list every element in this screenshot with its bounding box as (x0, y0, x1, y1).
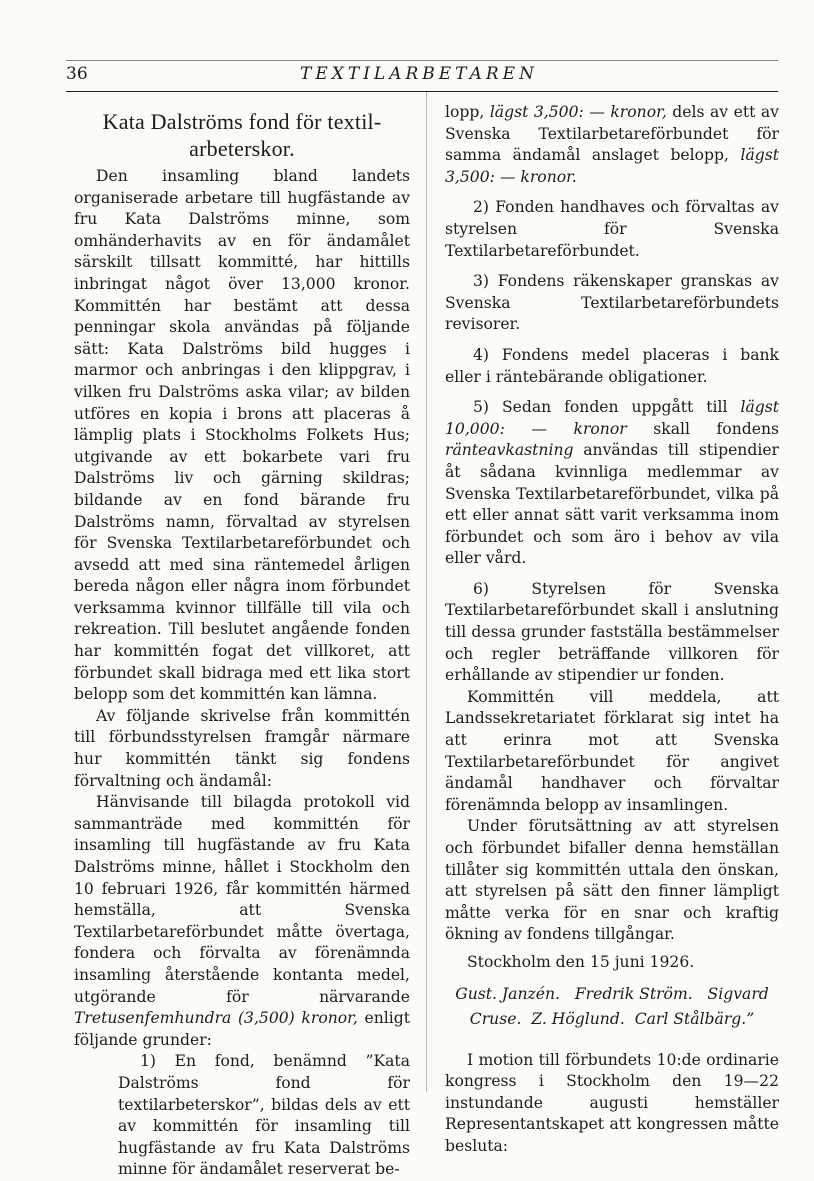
paragraph-under: Under förutsättning av att styrelsen och förbundet bifaller denna hemställan tillåter sig kommittén uttala den önskan, att styrelsen på sätt den finner lämpligt måtte verka för en snar och kraftig ökning av fondens tillgångar. (445, 817, 779, 944)
list-item-5: 5) Sedan fonden uppgått till lägst 10,000: — kronor skall fondens ränteavkastning användas till stipendier åt sådana kvinnliga medlemmar av Svenska Textilarbetareförbundet, vilka på ett eller annat sätt varit verksamma inom förbundet och som äro i behov av vila eller vård. (445, 398, 779, 568)
paragraph-kommitten: Kommittén vill meddela, att Landssekretariatet förklarat sig intet ha att erinra mot att Svenska Textilarbetareförbundet för angivet ändamål handhaver och förvaltar förenämnda belopp av insamlingen. (445, 687, 779, 814)
running-header: TEXTILARBETAREN (300, 64, 538, 84)
list-item-6: 6) Styrelsen för Svenska Textilarbetareförbundet skall i anslutning till dessa grunder fastställa bestämmelser och regler beträffande villkoren för erhållande av stipendier ur fonden. (445, 579, 779, 685)
header-rule-top (66, 60, 778, 61)
article-title: Kata Dalströms fond för textil- arbeterskor. (102, 109, 382, 161)
letter-start: Hänvisande till bilagda protokoll vid sammanträde med kommittén för insamling till hugfästande av fru Kata Dalströms minne, hållet i Stockholm den 10 februari 1926, får kommittén härmed hemställa, att Svenska Textilarbetareförbundet måtte övertaga, fondera och förvalta av förenämnda insamling återstående kontanta medel, utgörande för närvarande (74, 793, 410, 1006)
header-rule-bottom (66, 91, 778, 92)
list-item-1: 1) En fond, benämnd ”Kata Dalströms fond för textilarbeterskor”, bildas dels av ett av kommittén för insamling till hugfästande av fru Kata Dalströms minne för ändamålet reserverat be- (118, 1052, 410, 1179)
letter-end: enligt följande grunder: (74, 1009, 410, 1049)
paragraph-motion: I motion till förbundets 10:de ordinarie kongress i Stockholm den 19—22 instundande augusti hemställer Representantskapet att kongressen måtte besluta: (445, 1050, 779, 1155)
column-divider (426, 92, 427, 1092)
paragraph-letter (74, 792, 410, 1051)
dateline: Stockholm den 15 juni 1926. (467, 952, 695, 971)
list-item-1-continued: lopp, lägst 3,500: — kronor, dels av ett av Svenska Textilarbetareförbundet för samma ändamål anslaget belopp, lägst 3,500: — kronor. (445, 103, 779, 186)
signatures (445, 982, 779, 1032)
list-item-3: 3) Fondens räkenskaper granskas av Svenska Textilarbetareförbundets revisorer. (445, 272, 779, 334)
page-number: 36 (66, 64, 88, 84)
paragraph-intro: Den insamling bland landets organiserade arbetare till hugfästande av fru Kata Dalströms minne, som omhänderhavits av en för ändamålet särskilt tillsatt kommitté, har hittills inbringat något över 13,000 kronor. Kommittén har bestämt att dessa penningar skola användas på följande sätt: Kata Dalströms bild hugges i marmor och anbringas i den klippgrav, i vilken fru Dalströms aska vilar; av bilden utföres en kopia i brons att placeras å lämplig plats i Stockholms Folkets Hus; utgivande av ett bokarbete vari fru Dalströms liv och gärning skildras; bildande av en fond bärande fru Dalströms namn, förvaltad av styrelsen för Svenska Textilarbetareförbundet och avsedd att med sina räntemedel årligen bereda någon eller några inom förbundet verksamma kvinnor tillfälle till vila och rekreation. Till beslutet angående fonden har kommittén fogat det villkoret, att förbundet skall bidraga med ett lika stort belopp som det kommittén kan lämna. (74, 167, 410, 704)
list-item-2: 2) Fonden handhaves och förvaltas av styrelsen för Svenska Textilarbetareförbundet. (445, 198, 779, 260)
amount-text: Tretusenfemhundra (3,500) kronor, (74, 1009, 358, 1028)
paragraph-letter-intro: Av följande skrivelse från kommittén till förbundsstyrelsen framgår närmare hur kommittén tänkt sig fondens förvaltning och ändamål: (74, 706, 410, 790)
signatures-line-1: Gust. Janzén. Fredrik Ström. Sigvard (455, 984, 769, 1003)
list-item-4: 4) Fondens medel placeras i bank eller i räntebärande obligationer. (445, 345, 779, 386)
left-column (74, 102, 410, 1181)
right-column (445, 102, 779, 1158)
signatures-line-2: Cruse. Z. Höglund. Carl Stålbärg.” (469, 1009, 755, 1028)
